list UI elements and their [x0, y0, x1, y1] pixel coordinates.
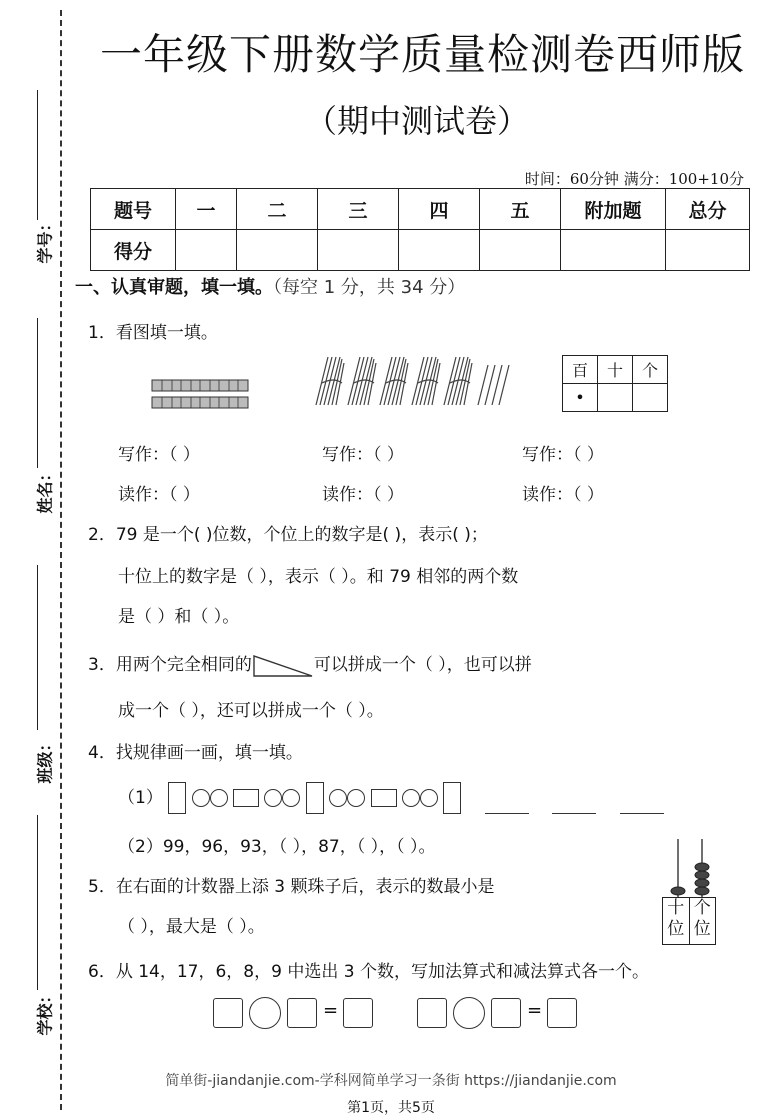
circle-icon	[420, 789, 438, 807]
q4-p2: （2）99，96，93，（ ），87，（ ），（ ）。	[118, 837, 436, 857]
answer-blank[interactable]	[552, 813, 596, 814]
q2-line-3: 是（ ）和（ ）。	[118, 607, 240, 627]
class-line	[37, 565, 38, 730]
stick-bundles-image	[310, 355, 515, 410]
place-value-chart	[562, 355, 668, 412]
class-label: 班级：	[35, 735, 55, 784]
ten-rods-image	[150, 378, 250, 412]
score-table-header-row	[91, 189, 750, 230]
q3-line-1b: 可以拼成一个（ ），也可以拼	[313, 655, 532, 675]
q1-write-3[interactable]: 写作：（ ）	[522, 445, 604, 465]
score-header-cell: 二	[237, 189, 318, 230]
q3-line-1	[88, 650, 532, 678]
q6-prompt: 6．从 14，17，6，8，9 中选出 3 个数，写加法算式和减法算式各一个。	[88, 962, 649, 982]
q1-read-2[interactable]: 读作：（ ）	[322, 485, 404, 505]
page-title: 一年级下册数学质量检测卷西师版	[100, 30, 746, 79]
equals-sign: =	[527, 1000, 543, 1021]
abacus-label: 个	[693, 898, 711, 918]
section-title: 一、认真审题，填一填。	[75, 277, 273, 298]
rectangle-icon	[371, 789, 397, 807]
score-table	[90, 188, 750, 271]
right-triangle-icon	[252, 652, 314, 678]
score-header-cell: 题号	[91, 189, 176, 230]
score-cell[interactable]	[666, 230, 750, 271]
score-cell[interactable]	[237, 230, 318, 271]
place-cell	[598, 384, 633, 412]
footer-watermark: 简单街-jiandanjie.com-学科网简单学习一条街 https://jiandanjie.com	[165, 1073, 617, 1089]
answer-blank[interactable]	[485, 813, 529, 814]
score-cell[interactable]	[480, 230, 561, 271]
tall-rectangle-icon	[168, 782, 186, 814]
q1-write-1[interactable]: 写作：（ ）	[118, 445, 200, 465]
abacus-label: 位	[667, 919, 685, 939]
abacus-image	[662, 835, 718, 897]
score-cell[interactable]	[561, 230, 666, 271]
score-header-cell: 总分	[666, 189, 750, 230]
circle-icon	[264, 789, 282, 807]
tall-rectangle-icon	[306, 782, 324, 814]
circle-icon	[402, 789, 420, 807]
equation-box[interactable]	[491, 998, 521, 1028]
abacus-label: 十	[667, 898, 685, 918]
q4-p1-label: （1）	[118, 788, 163, 808]
equation-box[interactable]	[213, 998, 243, 1028]
q1-prompt: 1．看图填一填。	[88, 323, 218, 343]
operator-circle[interactable]	[249, 997, 281, 1029]
rectangle-icon	[233, 789, 259, 807]
circle-icon	[347, 789, 365, 807]
page-subtitle: （期中测试卷）	[305, 102, 530, 140]
name-line	[37, 318, 38, 468]
name-label: 姓名：	[35, 465, 55, 514]
circle-icon	[210, 789, 228, 807]
binding-dashed-line	[60, 10, 62, 1110]
circle-icon	[329, 789, 347, 807]
q3-line-2: 成一个（ ），还可以拼成一个（ ）。	[118, 701, 384, 721]
score-header-cell: 三	[318, 189, 399, 230]
equals-sign: =	[323, 1000, 339, 1021]
q3-line-1a: 3．用两个完全相同的	[88, 655, 252, 675]
abacus-ones-label	[690, 898, 716, 944]
q4-pattern-row	[118, 782, 664, 814]
abacus-label: 位	[693, 919, 711, 939]
answer-blank[interactable]	[620, 813, 664, 814]
equation-box[interactable]	[547, 998, 577, 1028]
page-number: 第1页，共5页	[347, 1100, 435, 1116]
q1-read-3[interactable]: 读作：（ ）	[522, 485, 604, 505]
section-heading	[75, 273, 465, 299]
score-row-label: 得分	[91, 230, 176, 271]
place-header-hundreds: 百	[563, 356, 598, 384]
equation-box[interactable]	[343, 998, 373, 1028]
score-cell[interactable]	[318, 230, 399, 271]
q5-line-1: 5．在右面的计数器上添 3 颗珠子后，表示的数最小是	[88, 877, 495, 897]
abacus-base	[662, 897, 716, 945]
place-header-tens: 十	[598, 356, 633, 384]
q4-prompt: 4．找规律画一画，填一填。	[88, 743, 303, 763]
abacus-tens-label	[663, 898, 690, 944]
place-bead: •	[563, 384, 598, 412]
score-header-cell: 四	[399, 189, 480, 230]
place-cell	[633, 384, 668, 412]
score-header-cell: 一	[176, 189, 237, 230]
operator-circle[interactable]	[453, 997, 485, 1029]
circle-icon	[192, 789, 210, 807]
circle-icon	[282, 789, 300, 807]
score-header-cell: 附加题	[561, 189, 666, 230]
school-line	[37, 815, 38, 990]
student-id-label: 学号：	[35, 215, 55, 264]
place-header-ones: 个	[633, 356, 668, 384]
school-label: 学校：	[35, 987, 55, 1036]
q2-line-1: 2．79 是一个( )位数，个位上的数字是( )，表示( )；	[88, 525, 488, 545]
score-table-score-row	[91, 230, 750, 271]
q5-line-2: （ ），最大是（ ）。	[118, 917, 265, 937]
student-id-line	[37, 90, 38, 220]
exam-meta: 时间：60分钟 满分：100+10分	[524, 170, 744, 188]
equation-box[interactable]	[287, 998, 317, 1028]
q1-read-1[interactable]: 读作：（ ）	[118, 485, 200, 505]
score-cell[interactable]	[176, 230, 237, 271]
score-header-cell: 五	[480, 189, 561, 230]
score-cell[interactable]	[399, 230, 480, 271]
tall-rectangle-icon	[443, 782, 461, 814]
q2-line-2: 十位上的数字是（ ），表示（ ）。和 79 相邻的两个数	[118, 567, 519, 587]
equation-box[interactable]	[417, 998, 447, 1028]
q1-write-2[interactable]: 写作：（ ）	[322, 445, 404, 465]
section-note: （每空 1 分，共 34 分）	[273, 277, 466, 298]
